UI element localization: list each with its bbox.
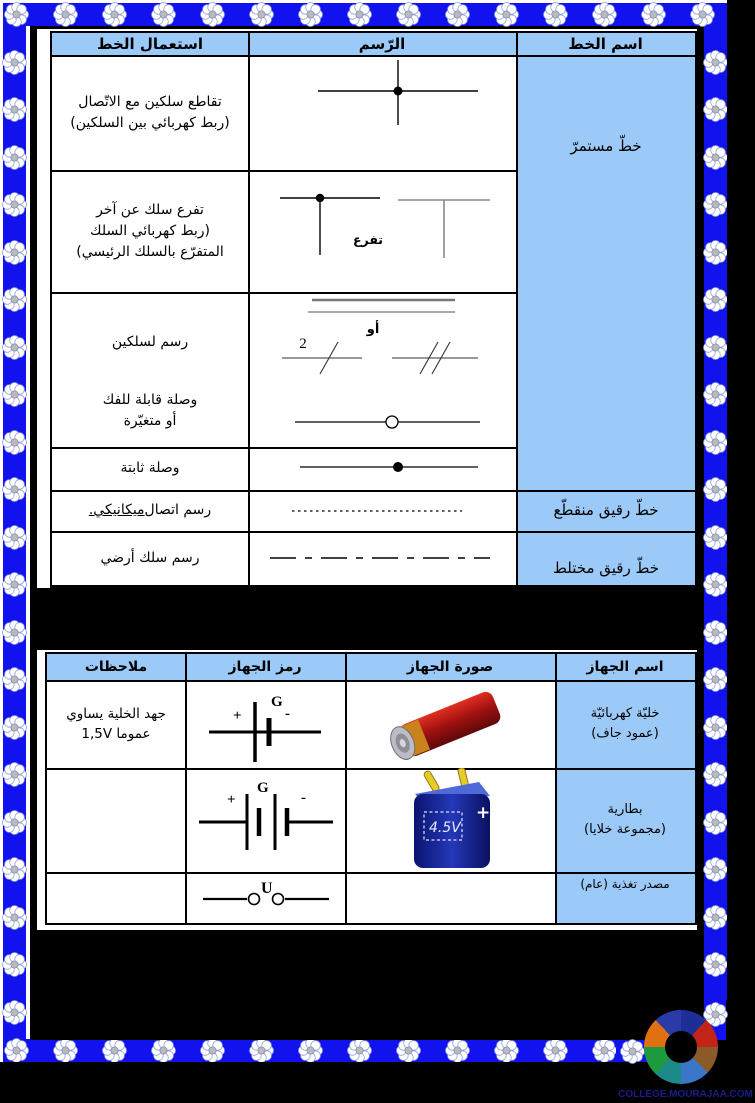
t2-r3-name [555,872,695,923]
devices-table [45,652,697,925]
battery-plus-text: + [227,792,236,808]
t1-name-mixed-label: خطّ رقيق مختلط [553,558,659,577]
t1-name-dashed-label: خطّ رقيق منقطّع [553,501,659,519]
t1-header-use-label: استعمال الخط [96,35,204,53]
border-band-top [3,3,727,26]
dash-dot-line-drawing [248,531,516,585]
t1-header-drawing [248,33,516,55]
t2-r2-name-line1: بطارية [607,802,643,817]
t1-r3-or-label [348,322,398,337]
t2-header-symbol-label: رمز الجهاز [228,659,302,675]
border-band-left [3,3,26,1062]
t2-r2-picture-cell [345,768,555,872]
t2-divider [47,872,695,874]
t2-r1-notes-line1: جهد الخلية يساوي [66,706,166,722]
t1-name-continuous [517,135,695,157]
t2-r1-name-line1: خليّة كهربائيّة [590,706,660,721]
t2-r2-name-line2: (مجموعة خلايا) [584,822,666,837]
t1-r3-use-b-line1: وصلة قابلة للفك [102,392,198,408]
t2-r1-name [555,680,695,768]
t1-r5-drawing-cell [248,490,516,531]
t2-r3-name-wrap [555,877,695,891]
battery-picture-plus: + [476,803,491,823]
t1-r1-use-line2: (ربط كهربائي بين السلكين) [70,114,230,131]
cell-minus-label [285,706,290,723]
t1-r5-use-part1: رسم اتصال [144,502,212,518]
t1-header-name-label: اسم الخط [568,35,643,53]
t1-name-continuous-cell [517,55,695,490]
logo-box [616,1000,755,1103]
t2-r3-symbol-cell [185,872,345,923]
t1-name-mixed-cell [517,531,695,585]
t1-r3-use-b-line2: أو متغيّرة [123,413,177,429]
t1-r3-use [52,292,248,447]
t1-r2-branch-label [338,232,398,247]
t2-header-notes [47,654,185,680]
t1-r2-branch-label-text: تفرع [353,232,384,247]
t1-name-dashed-cell [517,490,695,531]
battery-g-label [257,780,269,797]
t1-r6-drawing-cell [248,531,516,585]
t2-r1-notes-line2: عموما 1,5V [81,726,151,742]
t1-name-mixed [517,557,695,579]
t2-r1-picture-cell [345,680,555,768]
cell-plus-label [233,708,242,725]
logo-text-label: COLLEGE.MOURAJAA.COM [618,1088,753,1100]
cell-minus-text: - [285,706,290,722]
t1-r4-drawing-cell [248,447,516,490]
t1-r6-use-label: رسم سلك أرضي [100,549,200,566]
t2-r1-name-line2: (عمود جاف) [591,726,659,741]
t2-header-name-label: اسم الجهاز [586,659,664,675]
t1-r2-use-line3: المتفرّع بالسلك الرئيسي) [76,243,224,260]
t1-header-use [52,33,248,55]
battery-minus-text: - [301,790,306,806]
two-wires-drawing [248,292,516,447]
supply-u-label [261,880,273,898]
t1-name-continuous-label: خطّ مستمرّ [570,136,642,155]
t1-divider [516,33,518,585]
t2-r2-symbol-cell [185,768,345,872]
logo-text [619,1087,751,1101]
t1-r3-use-a-label: رسم لسلكين [111,334,189,350]
t1-r3-use-b [52,390,248,432]
t1-r3-two-label [288,336,318,353]
dry-cell-picture [345,680,555,768]
t1-r6-use [52,531,248,585]
cell-plus-text: + [233,708,242,724]
logo-ring-hole [665,1031,697,1063]
t2-header-symbol [185,654,345,680]
flower-ornament [619,1038,646,1065]
t1-r2-use-line1: تفرع سلك عن آخر [96,201,204,218]
battery-plus-label [227,792,236,809]
supply-u-text: U [261,880,273,897]
flat-battery-picture [345,768,555,872]
t2-r3-name-label: مصدر تغذية (عام) [580,877,670,891]
t1-r2-drawing-cell [248,170,516,292]
black-band-middle [31,588,697,650]
t1-r4-use-label: وصلة ثابتة [120,460,180,476]
t1-header-drawing-label: الرّسم [358,35,406,53]
logo-ring [644,1010,718,1084]
dashed-line-drawing [248,490,516,531]
battery-g-text: G [257,780,269,796]
t1-r2-use-line2: (ربط كهربائي السلك [90,222,210,239]
t2-divider [555,654,557,923]
t1-r3-use-a [52,332,248,353]
battery-voltage-label: 4.5V [429,820,461,836]
cell-g-label [271,694,283,711]
t1-r5-use-part2: ميكانيكي. [88,502,145,518]
t1-r3-two-label-text: 2 [299,336,307,352]
t2-header-name [555,654,695,680]
t2-header-picture-label: صورة الجهاز [406,659,494,675]
black-band-lower [31,930,697,1040]
black-strip-right [727,0,755,1103]
cell-g-text: G [271,694,283,710]
fixed-joint-drawing [248,447,516,490]
wire-branch-drawing [248,170,516,292]
wires-crossing-connected-drawing [248,55,516,170]
t1-r3-drawing-cell [248,292,516,447]
t1-r1-drawing-cell [248,55,516,170]
t1-r3-or-label-text: أو [366,322,380,337]
t2-r1-symbol-cell [185,680,345,768]
t1-r2-use [52,170,248,292]
t1-header-name [516,33,695,55]
border-band-right [704,3,727,1062]
t2-header-notes-label: ملاحظات [84,659,148,675]
line-types-table [50,31,697,589]
t2-r1-notes [47,680,185,768]
battery-minus-label [301,790,306,807]
t1-r5-use [52,490,248,531]
cell-symbol [185,680,345,768]
t2-header-picture [345,654,555,680]
t1-r4-use [52,447,248,490]
t1-r1-use [52,55,248,170]
t2-r2-name [555,768,695,872]
t1-r1-use-line1: تقاطع سلكين مع الاتّصال [78,93,222,110]
